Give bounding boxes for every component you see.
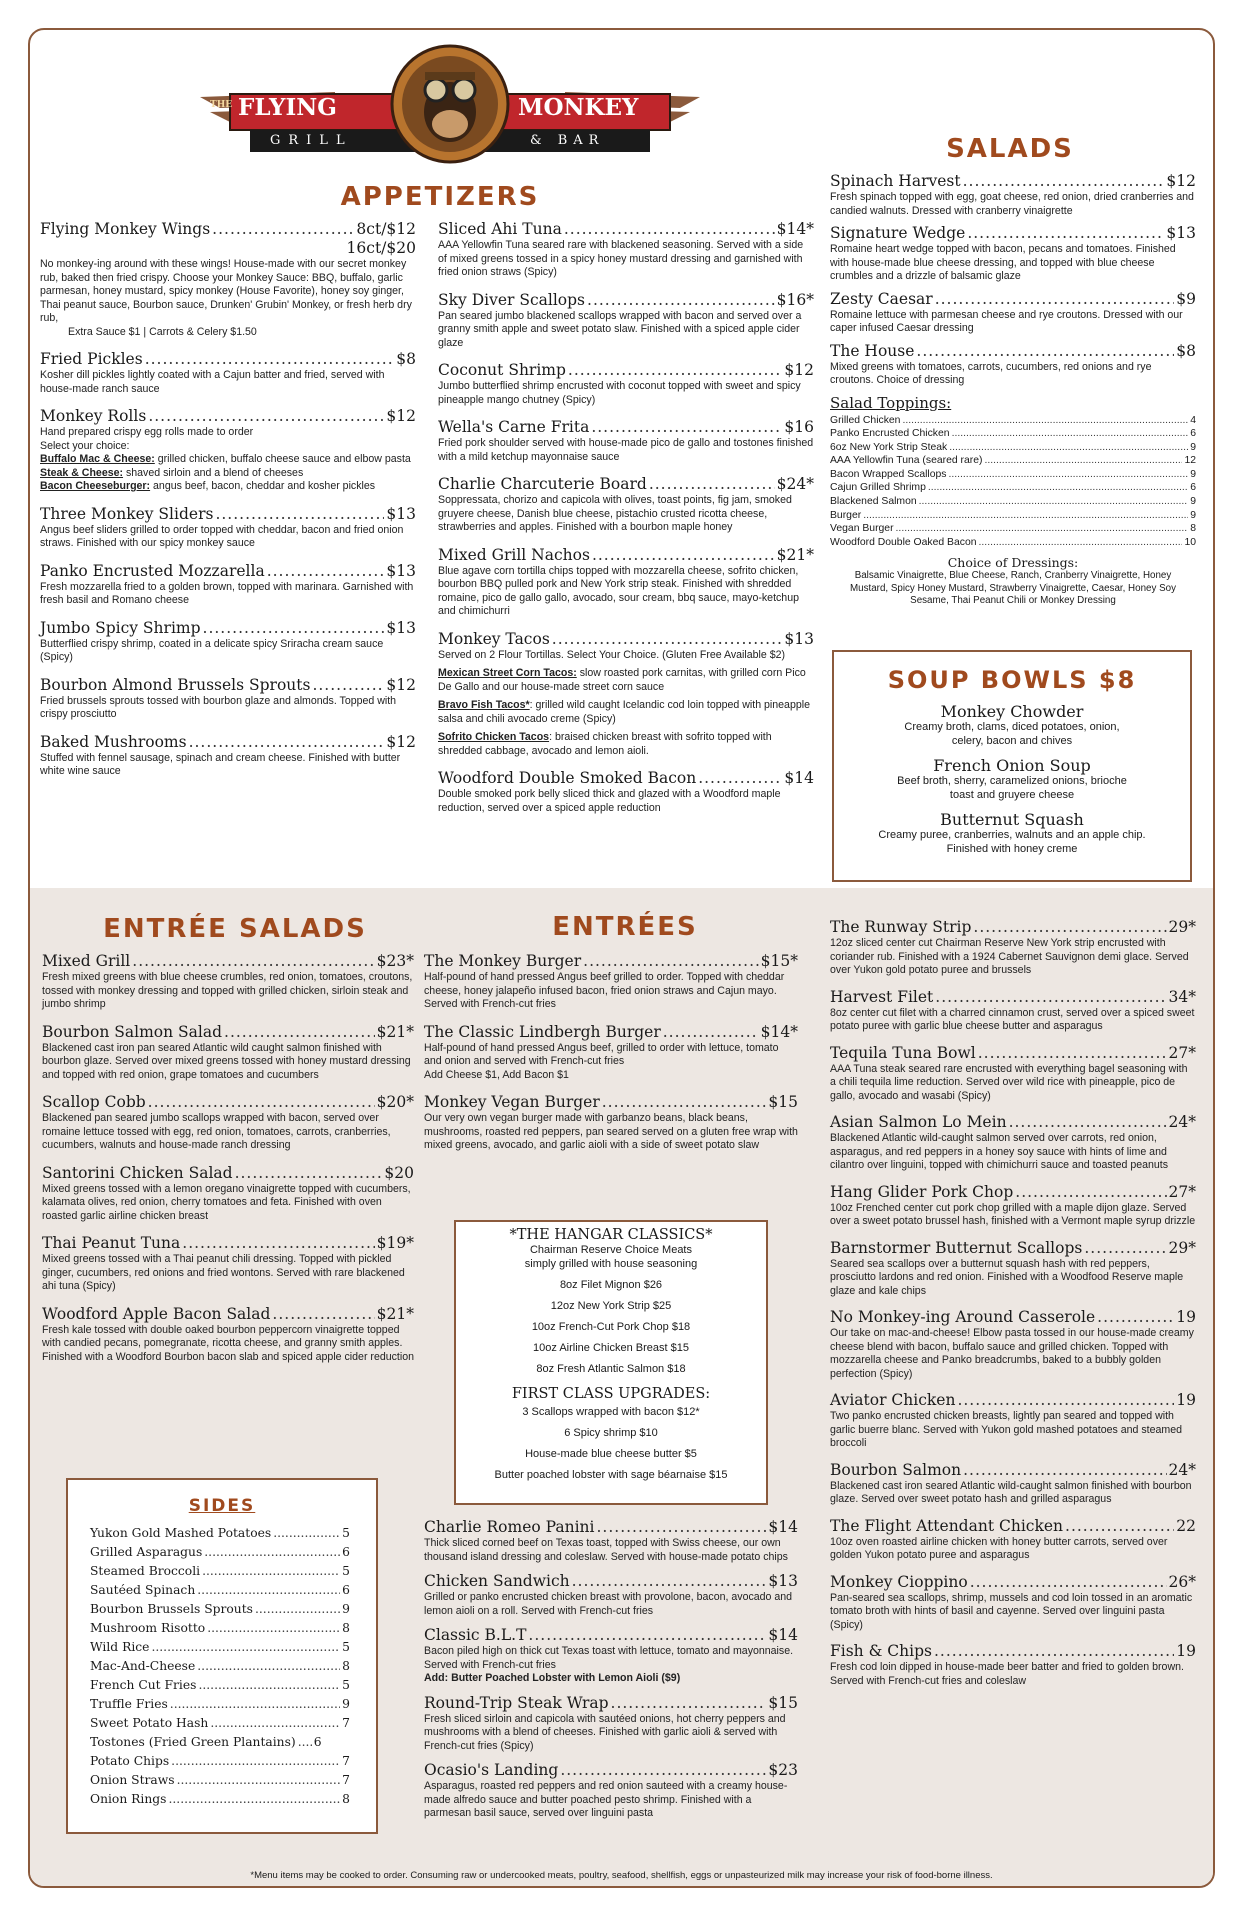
menu-item bbox=[42, 1234, 414, 1294]
item-price: 8ct/$12 bbox=[356, 220, 416, 238]
upgrade-item: House-made blue cheese butter $5 bbox=[525, 1448, 697, 1460]
item-sub: Mexican Street Corn Tacos: slow roasted pork carnitas, with grilled corn Pico De Gallo and our house-made street corn sauce bbox=[438, 667, 806, 693]
toppings-list bbox=[830, 414, 1196, 550]
menu-item bbox=[42, 1305, 414, 1365]
item-price: $13 bbox=[784, 629, 814, 648]
item-name: Monkey Vegan Burger bbox=[424, 1093, 600, 1111]
item-desc: Blackened cast iron pan seared Atlantic wild caught salmon finished with bourbon glaze. Served over mixed greens tossed with honey mustard dressing and topped with red onion, grape tomatoes and cucumbers bbox=[42, 1041, 411, 1081]
item-desc: Butterflied crispy shrimp, coated in a delicate spicy Sriracha cream sauce (Spicy) bbox=[40, 637, 384, 663]
hangar-meat: 12oz New York Strip $25 bbox=[550, 1300, 672, 1312]
side-row: Wild Rice ..... 5 bbox=[90, 1638, 350, 1657]
topping-row: Vegan Burger ..... 8 bbox=[830, 522, 1196, 536]
menu-item bbox=[830, 1308, 1196, 1381]
item-price-2: 16ct/$20 bbox=[346, 239, 416, 257]
menu-frame bbox=[28, 28, 1215, 1888]
menu-item bbox=[830, 988, 1196, 1034]
item-desc: Fried pork shoulder served with house-made pico de gallo and tostones finished with a mild ketchup mayonnaise sauce bbox=[438, 437, 814, 463]
sides-title: SIDES bbox=[188, 1496, 256, 1516]
soup-name: French Onion Soup bbox=[933, 756, 1091, 775]
item-sub: Steak & Cheese: shaved sirloin and a blend of cheeses bbox=[40, 466, 304, 479]
salads-col bbox=[830, 172, 1196, 608]
item-desc: Bacon piled high on thick cut Texas toast with lettuce, tomato and mayonnaise. Served with French-cut fries bbox=[424, 1645, 794, 1671]
item-desc: Our take on mac-and-cheese! Elbow pasta tossed in our house-made creamy cheese blend with bacon, buffalo sauce and grilled chicken. Topped with mozzarella cheese and Panko breadcrumbs, baked to a bubbly golden perfection (Spicy) bbox=[830, 1327, 1194, 1380]
item-desc: AAA Tuna steak seared rare encrusted with everything bagel seasoning with a chili tequila lime reduction. Served over wild rice with pineapple, pico de gallo, avocado and wasabi (Spicy) bbox=[830, 1062, 1188, 1102]
menu-item bbox=[424, 1572, 798, 1618]
item-price: $21* bbox=[776, 545, 814, 564]
item-name: Signature Wedge bbox=[830, 224, 966, 242]
item-desc: 10oz oven roasted airline chicken with honey butter carrots, served over golden Yukon potato puree and asparagus bbox=[830, 1535, 1168, 1561]
item-name: Wella's Carne Frita bbox=[438, 418, 590, 436]
item-name: Charlie Charcuterie Board bbox=[438, 475, 647, 493]
menu-item bbox=[438, 291, 814, 351]
item-name: Flying Monkey Wings bbox=[40, 220, 211, 238]
item-desc: Mixed greens tossed with a Thai peanut chili dressing. Topped with pickled ginger, cucumbers, red onions and fried wontons. Served with rare blackened ahi tuna (Spicy) bbox=[42, 1253, 405, 1292]
topping-row: Cajun Grilled Shrimp ..... 6 bbox=[830, 481, 1196, 495]
menu-item bbox=[42, 1164, 414, 1224]
item-desc: Kosher dill pickles lightly coated with a Cajun batter and fried, served with house-made ranch sauce bbox=[40, 369, 385, 395]
item-name: Mixed Grill bbox=[42, 952, 131, 970]
upgrade-item: 6 Spicy shrimp $10 bbox=[564, 1427, 658, 1439]
upgrade-item: Butter poached lobster with sage béarnaise $15 bbox=[494, 1469, 728, 1481]
item-desc: Blackened pan seared jumbo scallops wrapped with bacon, served over romaine lettuce tossed with egg, red onion, tomatoes, carrots, cranberries, cucumbers, walnuts and house-made ranch dressing bbox=[42, 1112, 391, 1151]
item-price: $12 bbox=[386, 732, 416, 751]
item-price: $13 bbox=[386, 504, 416, 523]
entree-salads-title: ENTRÉE SALADS bbox=[103, 914, 367, 944]
item-name: Woodford Apple Bacon Salad bbox=[42, 1304, 271, 1323]
menu-item bbox=[424, 1761, 798, 1821]
item-price: $14 bbox=[768, 1626, 798, 1644]
item-name: Bourbon Salmon Salad bbox=[42, 1022, 223, 1041]
item-desc: Seared sea scallops over a butternut squash hash with red peppers, prosciutto lardons and red onion. Finished with a Woodfood Reserve maple glaze and kale chips bbox=[830, 1257, 1184, 1297]
item-extra: Add Cheese $1, Add Bacon $1 bbox=[424, 1068, 569, 1081]
item-price: $21* bbox=[376, 1304, 414, 1323]
item-desc: No monkey-ing around with these wings! House-made with our secret monkey rub, baked then fried crispy. Choose your Monkey Sauce: BBQ, buffalo, garlic parmesan, honey mustard, spicy monkey (House Favorite), honey soy ginger, Thai peanut sauce, Bourbon sauce, Drunken' Grubin' Monkey, or fresh herb dry rub, bbox=[40, 258, 412, 324]
topping-row: Burger ..... 9 bbox=[830, 509, 1196, 523]
item-name: Panko Encrusted Mozzarella bbox=[40, 561, 265, 580]
side-row: Yukon Gold Mashed Potatoes ..... 5 bbox=[90, 1524, 350, 1543]
item-price: $13 bbox=[1166, 224, 1196, 242]
item-desc: Jumbo butterflied shrimp encrusted with coconut topped with sweet and spicy pineapple mango chutney (Spicy) bbox=[438, 380, 801, 406]
menu-item bbox=[830, 918, 1196, 978]
item-name: Santorini Chicken Salad bbox=[42, 1163, 233, 1182]
sides-box bbox=[66, 1478, 378, 1834]
item-name: Round-Trip Steak Wrap bbox=[424, 1693, 609, 1712]
item-name: Asian Salmon Lo Mein bbox=[830, 1113, 1007, 1131]
item-desc: Served on 2 Flour Tortillas. Select Your Choice. (Gluten Free Available $2) bbox=[438, 648, 786, 661]
item-desc: Fresh mozzarella fried to a golden brown, topped with marinara. Garnished with fresh basil and Romano cheese bbox=[40, 580, 414, 606]
soup-desc: Beef broth, sherry, caramelized onions, brioche toast and gruyere cheese bbox=[897, 775, 1127, 801]
item-name: Woodford Double Smoked Bacon bbox=[438, 769, 697, 787]
side-row: Mac-And-Cheese ..... 8 bbox=[90, 1657, 350, 1676]
menu-item bbox=[830, 1391, 1196, 1451]
hangar-meat: 8oz Filet Mignon $26 bbox=[559, 1279, 663, 1291]
item-price: 19 bbox=[1176, 1642, 1196, 1660]
item-name: Hang Glider Pork Chop bbox=[830, 1182, 1014, 1201]
item-price: $24* bbox=[776, 475, 814, 493]
item-price: $12 bbox=[784, 361, 814, 379]
upgrade-item: 3 Scallops wrapped with bacon $12* bbox=[522, 1406, 700, 1418]
menu-item bbox=[424, 952, 798, 1012]
item-desc: Romaine lettuce with parmesan cheese and rye croutons. Dressed with our caper infused Caesar dressing bbox=[830, 308, 1183, 334]
menu-item bbox=[40, 733, 416, 779]
topping-row: Grilled Chicken ..... 4 bbox=[830, 414, 1196, 428]
hangar-sub2: simply grilled with house seasoning bbox=[524, 1258, 698, 1270]
entree-salads-col bbox=[42, 952, 414, 1375]
item-desc: Angus beef sliders grilled to order topped with cheddar, bacon and fried onion straws. Finished with our spicy monkey sauce bbox=[40, 523, 404, 549]
menu-item bbox=[830, 342, 1196, 388]
item-price: $20 bbox=[384, 1163, 414, 1182]
menu-item bbox=[830, 1113, 1196, 1173]
side-row: Onion Rings ..... 8 bbox=[90, 1790, 350, 1809]
logo-flying: FLYING bbox=[238, 94, 337, 121]
topping-row: Panko Encrusted Chicken ..... 6 bbox=[830, 427, 1196, 441]
item-desc: Blue agave corn tortilla chips topped with mozzarella cheese, sofrito chicken, bourbon BBQ pulled pork and New York strip steak. Finished with shredded romaine, pico de gallo gallo, avocado, sour cream, bbq sauce, mayo-ketchup and chimichurri bbox=[438, 564, 799, 617]
side-row: Truffle Fries ..... 9 bbox=[90, 1695, 350, 1714]
menu-item bbox=[424, 1023, 798, 1083]
sides-list bbox=[68, 1516, 376, 1809]
soup-desc: Creamy puree, cranberries, walnuts and an apple chip. Finished with honey creme bbox=[878, 829, 1146, 855]
item-name: Monkey Rolls bbox=[40, 407, 147, 425]
item-price: 34* bbox=[1168, 987, 1196, 1006]
item-name: Coconut Shrimp bbox=[438, 361, 566, 379]
item-desc: Fresh sliced sirloin and capicola with sautéed onions, hot cherry peppers and mushrooms with a blend of cheeses. Finished with garlic aioli & served with French-cut fries (Spicy) bbox=[424, 1712, 786, 1752]
hangar-meat: 8oz Fresh Atlantic Salmon $18 bbox=[536, 1363, 686, 1375]
item-price: $15 bbox=[768, 1093, 798, 1111]
item-price: $15 bbox=[768, 1693, 798, 1712]
item-name: Monkey Cioppino bbox=[830, 1572, 968, 1591]
item-price: $20* bbox=[376, 1093, 414, 1111]
menu-item bbox=[830, 1642, 1196, 1688]
item-price: 26* bbox=[1168, 1572, 1196, 1591]
item-price: $16 bbox=[784, 418, 814, 436]
item-desc: Fresh kale tossed with double oaked bourbon peppercorn vinaigrette topped with candied pecans, pomegranate, ricotta cheese, and granny smith apples. Finished with a Woodford Bourbon bacon slab and spiced apple cider reduction bbox=[42, 1323, 414, 1363]
item-price: $21* bbox=[376, 1022, 414, 1041]
item-price: 29* bbox=[1168, 1238, 1196, 1257]
menu-item bbox=[830, 1044, 1196, 1104]
dressings-list: Balsamic Vinaigrette, Blue Cheese, Ranch, Cranberry Vinaigrette, Honey Mustard, Spicy Honey Mustard, Strawberry Vinaigrette, Caesar, Honey Soy Sesame, Thai Peanut Chili or Monkey Dressing bbox=[850, 570, 1176, 607]
logo-monkey: MONKEY bbox=[518, 94, 639, 121]
item-sub: Buffalo Mac & Cheese: grilled chicken, buffalo cheese sauce and elbow pasta bbox=[40, 453, 411, 465]
item-desc: Mixed greens with tomatoes, carrots, cucumbers, red onions and rye croutons. Choice of dressing bbox=[830, 360, 1152, 386]
item-name: Spinach Harvest bbox=[830, 172, 961, 190]
soup-list bbox=[834, 702, 1190, 856]
soup-name: Butternut Squash bbox=[940, 810, 1084, 829]
item-desc: Blackened cast iron seared Atlantic wild-caught salmon finished with bourbon glaze. Served over sweet potato hash and grilled asparagus bbox=[830, 1479, 1192, 1505]
toppings-title: Salad Toppings: bbox=[830, 393, 952, 412]
topping-row: AAA Yellowfin Tuna (seared rare) ..... 12 bbox=[830, 454, 1196, 468]
soup-name: Monkey Chowder bbox=[940, 702, 1084, 721]
item-name: Chicken Sandwich bbox=[424, 1572, 570, 1590]
item-addon: Add: Butter Poached Lobster with Lemon Aioli ($9) bbox=[424, 1672, 681, 1684]
item-desc: Blackened Atlantic wild-caught salmon served over carrots, red onion, asparagus, and red peppers in a honey soy sauce with hints of lime and cilantro over linguini, topped with chimichurri sauce and toasted peanuts bbox=[830, 1132, 1169, 1171]
side-row: Tostones (Fried Green Plantains) ..... 6 bbox=[90, 1733, 350, 1752]
item-name: Bourbon Salmon bbox=[830, 1460, 962, 1479]
logo-bar: & BAR bbox=[530, 133, 605, 148]
item-name: The Flight Attendant Chicken bbox=[830, 1516, 1064, 1535]
menu-item bbox=[424, 1518, 798, 1564]
item-desc: AAA Yellowfin Tuna seared rare with blackened seasoning. Served with a side of mixed greens tossed in a spicy honey mustard dressing and garnished with fried onion straws (Spicy) bbox=[438, 239, 804, 278]
item-name: Harvest Filet bbox=[830, 987, 934, 1006]
menu-item bbox=[438, 220, 814, 280]
menu-item bbox=[424, 1093, 798, 1153]
item-name: Tequila Tuna Bowl bbox=[830, 1043, 976, 1062]
menu-item bbox=[424, 1626, 798, 1686]
item-price: 22 bbox=[1176, 1516, 1196, 1535]
side-row: Bourbon Brussels Sprouts ..... 9 bbox=[90, 1600, 350, 1619]
appetizers-col1 bbox=[40, 220, 416, 790]
menu-item bbox=[438, 418, 814, 464]
entrees-col-right bbox=[830, 918, 1196, 1698]
soup-desc: Creamy broth, clams, diced potatoes, onion, celery, bacon and chives bbox=[904, 721, 1120, 747]
item-name: The Monkey Burger bbox=[424, 952, 582, 970]
hangar-meat: 10oz Airline Chicken Breast $15 bbox=[533, 1342, 689, 1354]
item-price: $13 bbox=[386, 561, 416, 580]
menu-item bbox=[438, 769, 814, 815]
menu-item bbox=[40, 505, 416, 551]
menu-item bbox=[438, 630, 814, 759]
item-price: 27* bbox=[1168, 1043, 1196, 1062]
menu-item bbox=[40, 676, 416, 722]
item-price: 19 bbox=[1176, 1391, 1196, 1409]
menu-item bbox=[42, 952, 414, 1012]
menu-item bbox=[40, 407, 416, 494]
item-name: The Classic Lindbergh Burger bbox=[424, 1022, 661, 1041]
item-desc: Stuffed with fennel sausage, spinach and cream cheese. Finished with butter white wine sauce bbox=[40, 751, 401, 777]
item-name: Fried Pickles bbox=[40, 350, 143, 368]
menu-item bbox=[42, 1093, 414, 1153]
item-desc: Half-pound of hand pressed Angus beef grilled to order. Topped with cheddar cheese, honey jalapeño infused bacon, fried onion straws and Cajun mayo. Served with French-cut fries bbox=[424, 971, 785, 1010]
side-row: Onion Straws ..... 7 bbox=[90, 1771, 350, 1790]
item-price: 24* bbox=[1168, 1113, 1196, 1131]
item-name: Classic B.L.T bbox=[424, 1626, 527, 1644]
menu-item bbox=[438, 475, 814, 535]
item-name: Ocasio's Landing bbox=[424, 1761, 559, 1779]
item-desc: Asparagus, roasted red peppers and red onion sauteed with a creamy house-made alfredo sauce and butter poached pesto shrimp. Finished with a parmesan basil sauce, served over linguini pasta bbox=[424, 1780, 788, 1819]
item-price: $12 bbox=[1166, 172, 1196, 190]
item-desc: Pan-seared sea scallops, shrimp, mussels and cod loin tossed in an aromatic tomato broth with hints of basil and cayenne. Served over linguini pasta (Spicy) bbox=[830, 1591, 1193, 1631]
side-row: French Cut Fries ..... 5 bbox=[90, 1676, 350, 1695]
hangar-sub1: Chairman Reserve Choice Meats bbox=[529, 1244, 692, 1256]
item-name: Sky Diver Scallops bbox=[438, 290, 586, 309]
item-desc: Fresh spinach topped with egg, goat cheese, red onion, dried cranberries and candied walnuts. Dressed with cranberry vinaigrette bbox=[830, 191, 1194, 217]
menu-item bbox=[42, 1023, 414, 1083]
item-desc: Romaine heart wedge topped with bacon, pecans and tomatoes. Finished with house-made blue cheese dressing, and topped with blue cheese crumbles and a drizzle of balsamic glaze bbox=[830, 243, 1176, 282]
item-desc: Hand prepared crispy egg rolls made to order bbox=[40, 426, 254, 438]
item-price: $8 bbox=[1176, 341, 1196, 360]
topping-row: Blackened Salmon ..... 9 bbox=[830, 495, 1196, 509]
soup-box bbox=[832, 650, 1192, 882]
item-name: Baked Mushrooms bbox=[40, 732, 187, 751]
item-name: Jumbo Spicy Shrimp bbox=[40, 618, 201, 637]
dressings-title: Choice of Dressings: bbox=[947, 555, 1079, 571]
item-choice: Select your choice: bbox=[40, 439, 130, 452]
item-desc: Double smoked pork belly sliced thick and glazed with a Woodford maple reduction, served over a spiced apple reduction bbox=[438, 788, 781, 814]
item-price: $15* bbox=[760, 952, 798, 970]
logo bbox=[200, 42, 700, 172]
menu-item bbox=[40, 619, 416, 665]
item-price: $13 bbox=[768, 1572, 798, 1590]
item-desc: Fresh cod loin dipped in house-made beer batter and fried to golden brown. Served with French-cut fries and coleslaw bbox=[830, 1661, 1184, 1687]
item-price: $23 bbox=[768, 1761, 798, 1779]
side-row: Steamed Broccoli ..... 5 bbox=[90, 1562, 350, 1581]
menu-item bbox=[830, 1517, 1196, 1563]
item-name: Thai Peanut Tuna bbox=[42, 1234, 181, 1252]
menu-item bbox=[438, 361, 814, 407]
item-price: $14* bbox=[760, 1022, 798, 1041]
item-desc: Our very own vegan burger made with garbanzo beans, black beans, mushrooms, roasted red peppers, pan seared served on a gluten free wrap with mixed greens, avocado, and garlic aioli with a side of sweet potato slaw bbox=[424, 1112, 798, 1151]
side-row: Potato Chips ..... 7 bbox=[90, 1752, 350, 1771]
menu-item bbox=[830, 1573, 1196, 1633]
item-desc: Soppressata, chorizo and capicola with olives, toast points, fig jam, smoked gruyere cheese, Danish blue cheese, pistachio crusted ricotta cheese, strawberries and apples. Finished with a bourbon maple honey bbox=[438, 494, 792, 533]
menu-item bbox=[830, 224, 1196, 284]
item-name: Three Monkey Sliders bbox=[40, 504, 214, 523]
item-name: Charlie Romeo Panini bbox=[424, 1518, 595, 1536]
side-row: Sweet Potato Hash ..... 7 bbox=[90, 1714, 350, 1733]
item-name: Mixed Grill Nachos bbox=[438, 545, 590, 564]
item-price: $14 bbox=[784, 769, 814, 787]
item-desc: Pan seared jumbo blackened scallops wrapped with bacon and served over a granny smith apple and sweet potato slaw. Finished with a spiced apple cider glaze bbox=[438, 309, 802, 349]
item-name: The House bbox=[830, 341, 915, 360]
appetizers-title: APPETIZERS bbox=[340, 182, 540, 212]
item-name: No Monkey-ing Around Casserole bbox=[830, 1308, 1096, 1326]
item-sub: Bravo Fish Tacos*: grilled wild caught Icelandic cod loin topped with pineapple salsa and chili avocado creme (Spicy) bbox=[438, 699, 810, 725]
item-desc: Mixed greens tossed with a lemon oregano vinaigrette topped with cucumbers, kalamata olives, red onion, cherry tomatoes and feta. Finished with oven roasted garlic airline chicken breast bbox=[42, 1182, 411, 1222]
entrees-col-mid-bottom bbox=[424, 1518, 798, 1829]
item-name: Bourbon Almond Brussels Sprouts bbox=[40, 675, 311, 694]
item-price: $14* bbox=[776, 220, 814, 238]
menu-item bbox=[424, 1694, 798, 1754]
item-name: Zesty Caesar bbox=[830, 289, 933, 308]
item-sub: Bacon Cheeseburger: angus beef, bacon, cheddar and kosher pickles bbox=[40, 480, 376, 492]
item-name: Monkey Tacos bbox=[438, 629, 550, 648]
item-sub: Sofrito Chicken Tacos: braised chicken breast with sofrito topped with shredded cabbage, avocado and lemon aioli. bbox=[438, 731, 772, 757]
item-desc: Half-pound of hand pressed Angus beef, grilled to order with lettuce, tomato and onion and served with French-cut fries bbox=[424, 1041, 779, 1067]
item-name: The Runway Strip bbox=[830, 918, 972, 936]
item-price: $23* bbox=[376, 952, 414, 970]
item-desc: 12oz sliced center cut Chairman Reserve New York strip encrusted with coriander rub. Finished with a 1924 Cabernet Sauvignon demi glace. Served over Yukon gold potato puree and brussels bbox=[830, 937, 1189, 976]
menu-item bbox=[830, 1183, 1196, 1229]
item-price: $12 bbox=[386, 407, 416, 425]
item-price: $16* bbox=[776, 290, 814, 309]
item-price: 29* bbox=[1168, 918, 1196, 936]
item-name: Barnstormer Butternut Scallops bbox=[830, 1238, 1083, 1257]
item-price: $8 bbox=[396, 350, 416, 368]
item-price: 27* bbox=[1168, 1182, 1196, 1201]
item-price: 19 bbox=[1176, 1308, 1196, 1326]
item-price: $14 bbox=[768, 1518, 798, 1536]
topping-row: Woodford Double Oaked Bacon ..... 10 bbox=[830, 536, 1196, 550]
item-name: Sliced Ahi Tuna bbox=[438, 220, 562, 238]
item-extra: Extra Sauce $1 | Carrots & Celery $1.50 bbox=[68, 325, 257, 338]
item-price: $12 bbox=[386, 675, 416, 694]
item-price: 24* bbox=[1168, 1460, 1196, 1479]
salads-title: SALADS bbox=[946, 134, 1074, 164]
hangar-meat: 10oz French-Cut Pork Chop $18 bbox=[531, 1321, 691, 1333]
item-desc: Two panko encrusted chicken breasts, lightly pan seared and topped with garlic buerre blanc. Served with Yukon gold mashed potatoes and steamed broccoli bbox=[830, 1410, 1182, 1449]
item-desc: Fried brussels sprouts tossed with bourbon glaze and almonds. Topped with crispy prosciutto bbox=[40, 694, 397, 720]
item-desc: Grilled or panko encrusted chicken breast with provolone, bacon, avocado and lemon aioli on a roll. Served with French-cut fries bbox=[424, 1591, 793, 1617]
side-row: Grilled Asparagus ..... 6 bbox=[90, 1543, 350, 1562]
entrees-title: ENTRÉES bbox=[552, 912, 698, 942]
menu-item bbox=[40, 220, 416, 339]
side-row: Mushroom Risotto ..... 8 bbox=[90, 1619, 350, 1638]
item-desc: Thick sliced corned beef on Texas toast, topped with Swiss cheese, our own thousand island dressing and coleslaw. Served with house-made potato chips bbox=[424, 1537, 788, 1563]
hangar-title: *THE HANGAR CLASSICS* bbox=[509, 1227, 713, 1243]
upgrades-title: FIRST CLASS UPGRADES: bbox=[511, 1386, 711, 1402]
menu-item bbox=[438, 546, 814, 619]
logo-the: THE bbox=[210, 100, 233, 110]
topping-row: 6oz New York Strip Steak ..... 9 bbox=[830, 441, 1196, 455]
menu-item bbox=[40, 350, 416, 396]
item-price: $13 bbox=[386, 618, 416, 637]
footer-disclaimer: *Menu items may be cooked to order. Consuming raw or undercooked meats, poultry, seafood, shellfish, eggs or unpasteurized milk may increase your risk of food-borne illness. bbox=[250, 1870, 993, 1881]
menu-item bbox=[830, 172, 1196, 218]
item-name: Aviator Chicken bbox=[830, 1391, 956, 1409]
item-name: Fish & Chips bbox=[830, 1642, 932, 1660]
menu-item bbox=[40, 562, 416, 608]
entrees-col-mid-top bbox=[424, 952, 798, 1164]
item-desc: 8oz center cut filet with a charred cinnamon crust, served over a spiced sweet potato puree with garlic blue cheese butter and asparagus bbox=[830, 1006, 1195, 1032]
item-name: Scallop Cobb bbox=[42, 1093, 146, 1111]
topping-row: Bacon Wrapped Scallops ..... 9 bbox=[830, 468, 1196, 482]
hangar-classics-box bbox=[454, 1220, 768, 1505]
item-price: $19* bbox=[376, 1234, 414, 1252]
side-row: Sautéed Spinach ..... 6 bbox=[90, 1581, 350, 1600]
logo-grill: GRILL bbox=[270, 133, 353, 148]
menu-item bbox=[830, 1461, 1196, 1507]
menu-item bbox=[830, 1239, 1196, 1299]
soup-title: SOUP BOWLS $8 bbox=[887, 666, 1137, 694]
menu-item bbox=[830, 290, 1196, 336]
appetizers-col2 bbox=[438, 220, 814, 826]
item-desc: 10oz Frenched center cut pork chop grilled with a maple dijon glaze. Served over a sweet potato brussel hash, finished with a Vermont maple syrup drizzle bbox=[830, 1201, 1196, 1227]
item-price: $9 bbox=[1176, 289, 1196, 308]
item-desc: Fresh mixed greens with blue cheese crumbles, red onion, tomatoes, croutons, tossed with monkey dressing and topped with grilled chicken, sirloin steak and jumbo shrimp bbox=[42, 971, 413, 1010]
